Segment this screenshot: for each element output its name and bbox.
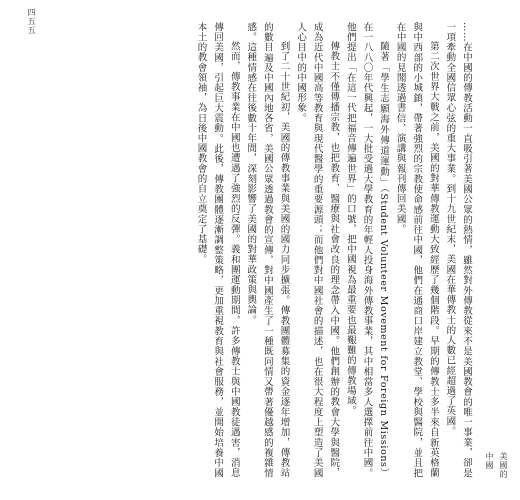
body-text <box>42 22 474 478</box>
paragraph: ……在中國的傳教活動一直吸引著美國公眾的熱情，雖然對外傳教從來不是美國教會的唯一事業，卻是一項牽動全國信眾心弦的重大事業。到十九世紀末，美國在華傳教士的人數已經超過了英國。 <box>444 22 472 478</box>
page-number: 四五五 <box>27 8 36 35</box>
running-head <box>484 452 509 479</box>
running-head-line: 中國 <box>485 452 494 470</box>
paragraph: 傳教士不僅傳播宗教，也把教育、醫療與社會改良的理念帶入中國。他們創辦的教會大學與醫院，成為近代中國高等教育與現代醫學的重要源頭；而他們對中國社會的描述，也在很大程度上塑造了美國人心目中的中國形象。 <box>295 22 340 478</box>
paragraph: 隨著「學生志願海外傳道運動」（Student Volunteer Movement for Foreign Missions）在一八八〇年代興起，一大批受過大學教育的年輕人投身海外傳教事業，其中相當多人選擇前往中國。他們提出「在這一代把福音傳遍世界」的口號，把中國視為最重要也最艱難的傳教場域。 <box>344 22 390 478</box>
paragraph: 然而，傳教事業在中國也遭遇了強烈的反彈。義和團運動期間，許多傳教士與中國教徒遇害，消息傳回美國，引起巨大震動。此後，傳教團體逐漸調整策略，更加重視教育與社會服務，並開始培養中國本土的教會領袖，為日後中國教會的自立奠定了基礎。 <box>195 22 240 478</box>
paragraph: 到了二十世紀初，美國的傳教事業與美國的國力同步擴張。傳教團體募集的資金逐年增加，傳教站的數目遍及中國內地各省，美國公眾透過教會的宣傳，對中國產生了一種既同情又帶著優越感的複雜情感。這種情感在往後數十年間，深刻影響了美國的對華政策與輿論。 <box>245 22 290 478</box>
paragraph: 第二次世界大戰之前，美國的對華傳教運動大致經歷了幾個階段。早期的傳教士多半來自新英格蘭與中西部的小城鎮，帶著強烈的宗教使命感前往中國，他們在通商口岸建立教堂、學校與醫院，並且把在中國的見聞透過書信、演講與報刊傳回美國。 <box>394 22 439 478</box>
running-head-line: 美國的 <box>499 452 508 479</box>
